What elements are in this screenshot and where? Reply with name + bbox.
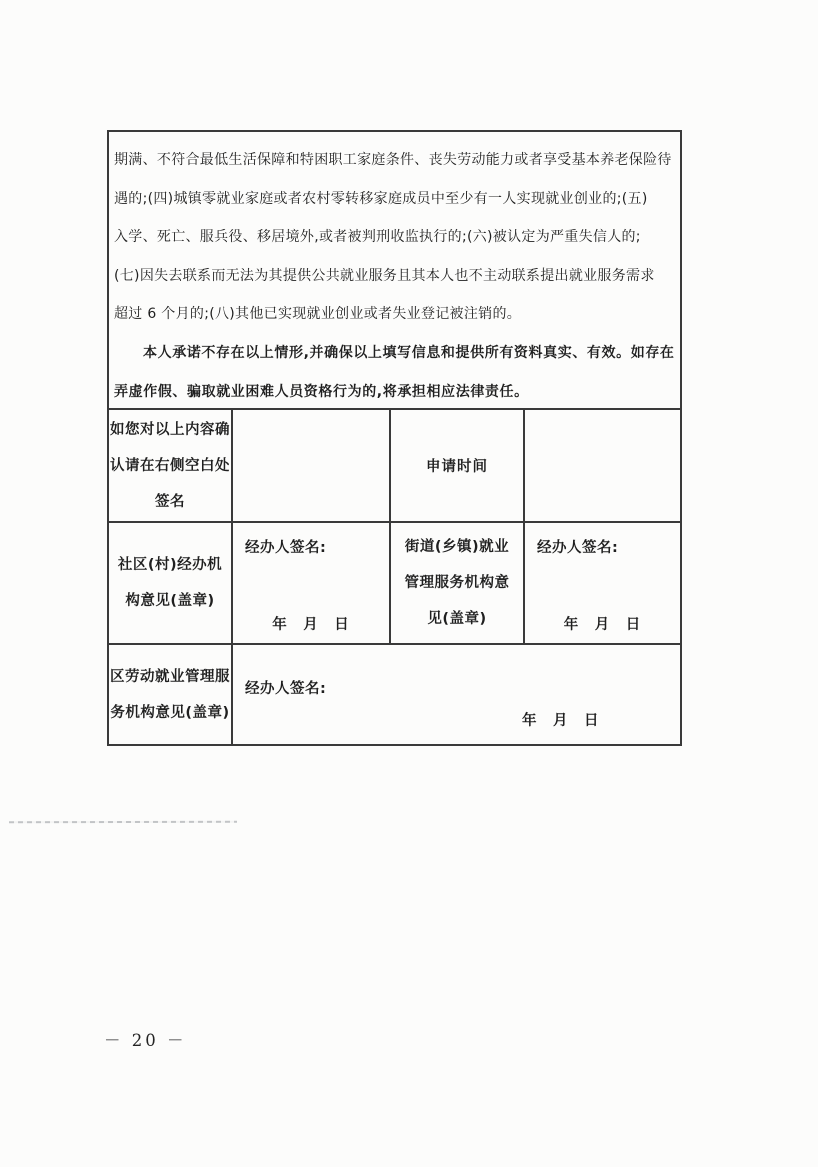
street-org-label-cell (389, 523, 523, 643)
statement-line: 入学、死亡、服兵役、移居境外,或者被判刑收监执行的;(六)被认定为严重失信人的; (114, 229, 641, 246)
street-org-line: 见(盖章) (427, 611, 487, 627)
district-opinion-row (109, 643, 680, 744)
community-date-label: 年 月 日 (272, 617, 350, 633)
community-street-opinion-row (109, 521, 680, 643)
statement-line: 超过 6 个月的;(八)其他已实现就业创业或者失业登记被注销的。 (114, 306, 522, 323)
district-sign-cell (231, 645, 680, 744)
application-form-table (107, 130, 682, 746)
scan-artifact-streak (9, 821, 237, 824)
confirm-instruction-line: 签名 (155, 493, 185, 510)
district-org-label (109, 645, 231, 744)
community-org-line: 社区(村)经办机 (117, 557, 223, 573)
district-sign-label: 经办人签名: (245, 681, 327, 697)
page-number: － 20 － (104, 1031, 187, 1050)
confirm-instruction-line: 如您对以上内容确 (110, 421, 230, 438)
statement-line: (七)因失去联系而无法为其提供公共就业服务且其本人也不主动联系提出就业服务需求 (114, 267, 655, 284)
statement-line: 期满、不符合最低生活保障和特困职工家庭条件、丧失劳动能力或者享受基本养老保险待 (114, 152, 672, 168)
community-sign-cell (231, 523, 389, 643)
commitment-line: 本人承诺不存在以上情形,并确保以上填写信息和提供所有资料真实、有效。如存在 (143, 344, 675, 361)
street-sign-label: 经办人签名: (537, 540, 619, 556)
community-org-label-cell (109, 523, 231, 643)
street-org-label (391, 523, 523, 643)
street-org-line: 街道(乡镇)就业 (404, 539, 510, 555)
apply-time-label: 申请时间 (426, 459, 488, 475)
confirm-instruction-label (109, 410, 231, 521)
district-org-line: 务机构意见(盖章) (110, 704, 230, 721)
statement-line: 遇的;(四)城镇零就业家庭或者农村零转移家庭成员中至少有一人实现就业创业的;(五) (114, 190, 648, 207)
applicant-signature-blank-cell (231, 410, 389, 521)
district-org-label-cell (109, 645, 231, 744)
apply-time-blank-cell (523, 410, 680, 521)
confirm-instruction-cell (109, 410, 231, 521)
district-org-line: 区劳动就业管理服 (110, 668, 230, 685)
community-org-label (109, 523, 231, 643)
street-date-label: 年 月 日 (563, 617, 642, 633)
street-sign-cell (523, 523, 680, 643)
community-org-line: 构意见(盖章) (125, 593, 215, 609)
street-org-line: 管理服务机构意 (404, 575, 510, 591)
district-date-label: 年 月 日 (522, 713, 600, 729)
statement-section (109, 132, 680, 408)
apply-time-label-cell (389, 410, 523, 521)
confirm-instruction-line: 认请在右侧空白处 (110, 457, 230, 474)
confirm-signature-row (109, 408, 680, 521)
community-sign-label: 经办人签名: (245, 540, 327, 556)
commitment-line: 弄虚作假、骗取就业困难人员资格行为的,将承担相应法律责任。 (114, 383, 529, 400)
